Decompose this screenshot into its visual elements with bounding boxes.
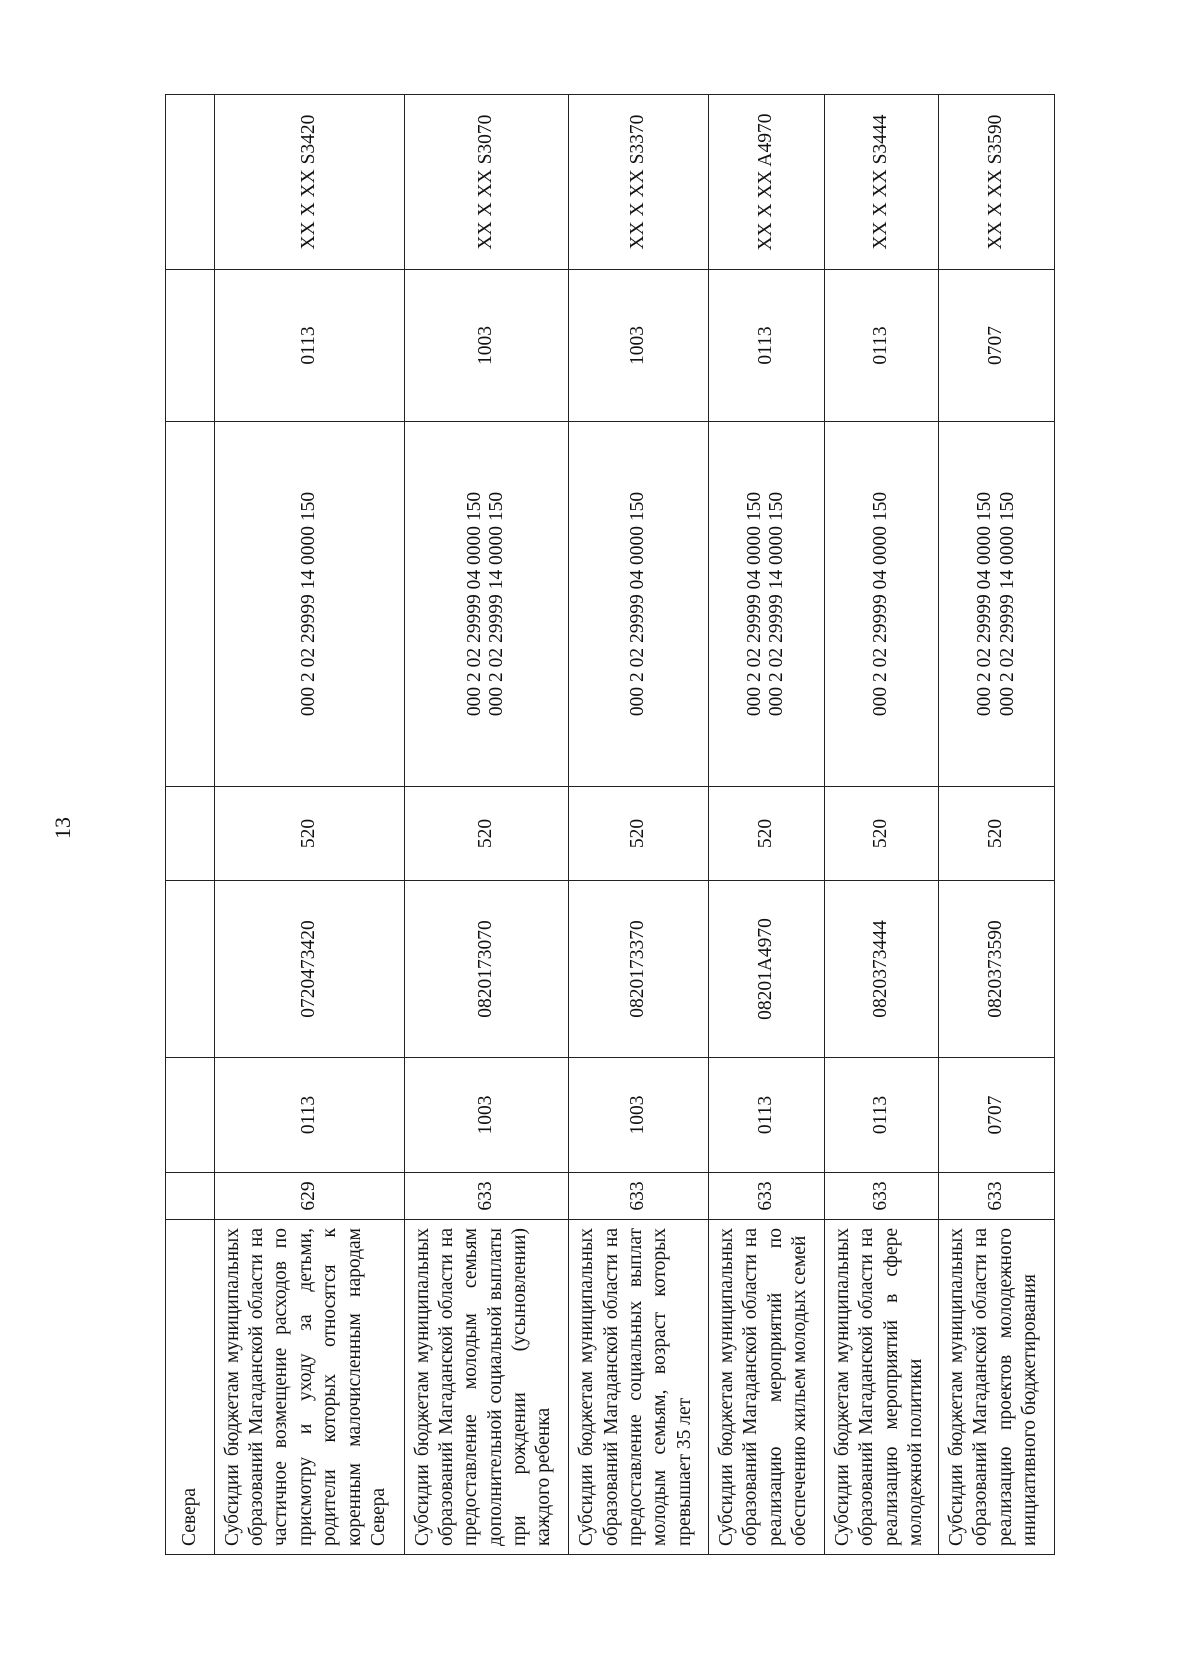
- admin-code-cell: 633: [404, 1173, 569, 1220]
- page-number: 13: [50, 817, 75, 839]
- description-cell: Субсидии бюджетам муниципальных образований Магаданской области на реализацию мероприятий по обеспечению жильем молодых семей: [708, 1220, 824, 1555]
- section-code-cell: 0113: [708, 1058, 824, 1173]
- table-row: [166, 95, 215, 1555]
- target-article-cell: 0820373590: [939, 881, 1055, 1058]
- header-fragment-cell: Севера: [166, 1220, 215, 1555]
- empty-cell: [166, 95, 215, 270]
- section-code-cell: 1003: [569, 270, 709, 422]
- table-row: [214, 95, 404, 1555]
- target-article-cell: 0820373444: [824, 881, 938, 1058]
- target-article-cell: 0820173070: [404, 881, 569, 1058]
- target-article-cell: 0820173370: [569, 881, 709, 1058]
- budget-code-cell: XX X XX S3370: [569, 95, 709, 270]
- section-code-cell: 0113: [824, 1058, 938, 1173]
- section-code-cell: 1003: [404, 1058, 569, 1173]
- empty-cell: [166, 1173, 215, 1220]
- admin-code-cell: 629: [214, 1173, 404, 1220]
- income-code-cell: 000 2 02 29999 04 0000 150: [569, 422, 709, 787]
- expense-type-cell: 520: [708, 787, 824, 881]
- empty-cell: [166, 270, 215, 422]
- budget-code-cell: XX X XX A4970: [708, 95, 824, 270]
- admin-code-cell: 633: [569, 1173, 709, 1220]
- section-code-cell: 0113: [214, 270, 404, 422]
- table-row: [708, 95, 824, 1555]
- budget-code-cell: XX X XX S3590: [939, 95, 1055, 270]
- income-code-cell: 000 2 02 29999 14 0000 150: [214, 422, 404, 787]
- empty-cell: [166, 787, 215, 881]
- budget-code-cell: XX X XX S3420: [214, 95, 404, 270]
- budget-code-cell: XX X XX S3070: [404, 95, 569, 270]
- empty-cell: [166, 422, 215, 787]
- empty-cell: [166, 881, 215, 1058]
- target-article-cell: 0720473420: [214, 881, 404, 1058]
- income-code-cell: 000 2 02 29999 04 0000 150: [824, 422, 938, 787]
- description-cell: Субсидии бюджетам муниципальных образований Магаданской области на частичное возмещение расходов по присмотру и уходу за детьми, родители которых относятся к коренным малочисленным народам Севера: [214, 1220, 404, 1555]
- section-code-cell: 0113: [214, 1058, 404, 1173]
- table-row: [404, 95, 569, 1555]
- empty-cell: [166, 1058, 215, 1173]
- income-code-cell: 000 2 02 29999 04 0000 150 000 2 02 29999 14 0000 150: [939, 422, 1055, 787]
- budget-code-cell: XX X XX S3444: [824, 95, 938, 270]
- expense-type-cell: 520: [939, 787, 1055, 881]
- section-code-cell: 0707: [939, 1058, 1055, 1173]
- admin-code-cell: 633: [824, 1173, 938, 1220]
- admin-code-cell: 633: [708, 1173, 824, 1220]
- section-code-cell: 0113: [824, 270, 938, 422]
- expense-type-cell: 520: [824, 787, 938, 881]
- table-row: [569, 95, 709, 1555]
- admin-code-cell: 633: [939, 1173, 1055, 1220]
- table-row: [939, 95, 1055, 1555]
- description-cell: Субсидии бюджетам муниципальных образований Магаданской области на предоставление молодым семьям дополнительной социальной выплаты при рождении (усыновлении) каждого ребенка: [404, 1220, 569, 1555]
- target-article-cell: 08201A4970: [708, 881, 824, 1058]
- description-cell: Субсидии бюджетам муниципальных образований Магаданской области на реализацию проектов молодежного инициативного бюджетирования: [939, 1220, 1055, 1555]
- budget-table: [165, 94, 1055, 1555]
- table-row: [824, 95, 938, 1555]
- description-cell: Субсидии бюджетам муниципальных образований Магаданской области на реализацию мероприятий в сфере молодежной политики: [824, 1220, 938, 1555]
- expense-type-cell: 520: [214, 787, 404, 881]
- section-code-cell: 0113: [708, 270, 824, 422]
- section-code-cell: 1003: [404, 270, 569, 422]
- description-cell: Субсидии бюджетам муниципальных образований Магаданской области на предоставление социальных выплат молодым семьям, возраст которых превышает 35 лет: [569, 1220, 709, 1555]
- expense-type-cell: 520: [404, 787, 569, 881]
- expense-type-cell: 520: [569, 787, 709, 881]
- section-code-cell: 1003: [569, 1058, 709, 1173]
- income-code-cell: 000 2 02 29999 04 0000 150 000 2 02 29999 14 0000 150: [404, 422, 569, 787]
- rotated-table-container: [165, 95, 1055, 1555]
- section-code-cell: 0707: [939, 270, 1055, 422]
- income-code-cell: 000 2 02 29999 04 0000 150 000 2 02 29999 14 0000 150: [708, 422, 824, 787]
